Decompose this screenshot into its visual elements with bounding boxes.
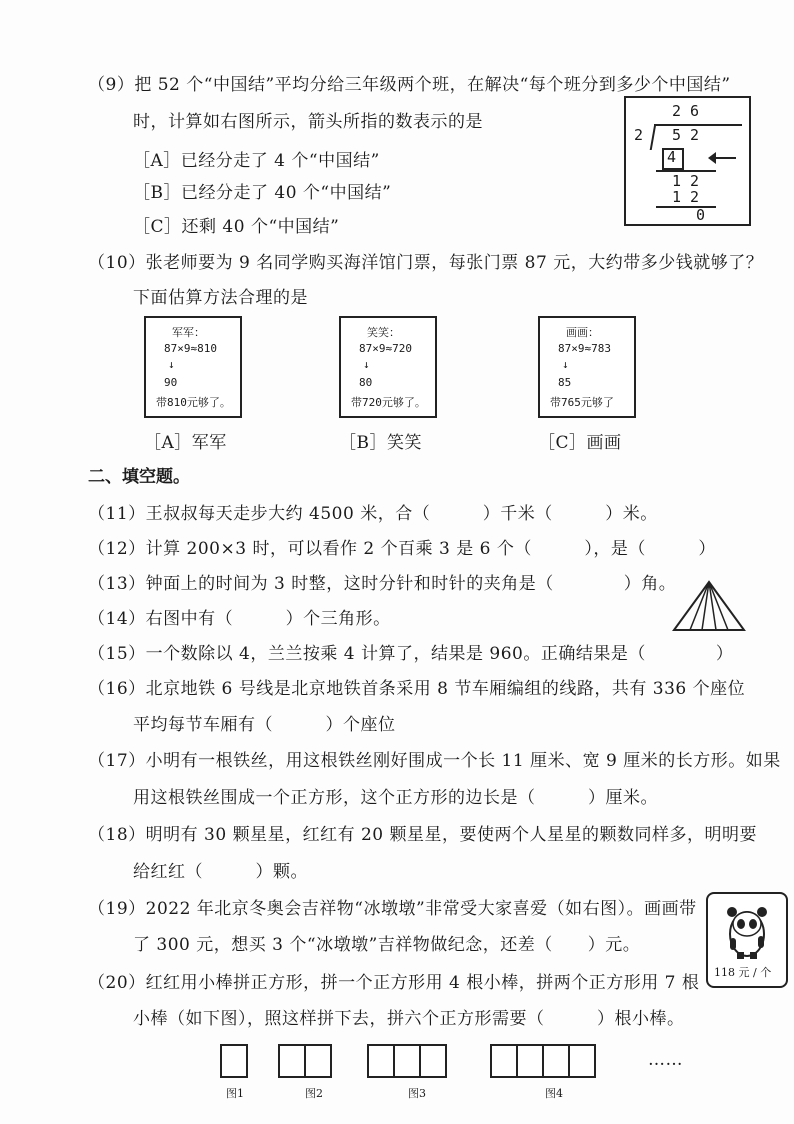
q9-line2: 时，计算如右图所示，箭头所指的数表示的是 xyxy=(133,112,483,132)
q17-line1: （17）小明有一根铁丝，用这根铁丝刚好围成一个长 11 厘米、宽 9 厘米的长方形。如果 xyxy=(88,751,781,771)
card-huahua xyxy=(538,316,636,418)
fig-label-2: 图2 xyxy=(305,1087,323,1100)
q9-line1: （9）把 52 个“中国结”平均分给三年级两个班，在解决“每个班分到多少个中国结” xyxy=(88,75,731,95)
arrow-head-icon xyxy=(708,152,716,164)
divisor: 2 xyxy=(634,126,644,144)
dividend: 5 2 xyxy=(672,126,700,144)
card-estimate: 80 xyxy=(359,376,373,389)
q12: （12）计算 200×3 时，可以看作 2 个百乘 3 是 6 个（ ），是（ ） xyxy=(88,539,716,559)
q9-option-c[interactable]: ［C］还剩 40 个“中国结” xyxy=(133,217,340,237)
q13: （13）钟面上的时间为 3 时整，这时分针和时针的夹角是（ ）角。 xyxy=(88,574,677,594)
card-estimate: 85 xyxy=(558,376,572,389)
section-title: 二、填空题。 xyxy=(88,467,190,487)
division-bracket xyxy=(650,124,657,150)
line-2 xyxy=(656,206,716,208)
card-junjun xyxy=(144,316,242,418)
q15: （15）一个数除以 4，兰兰按乘 4 计算了，结果是 960。正确结果是（ ） xyxy=(88,644,734,664)
q16-line2: 平均每节车厢有（ ）个座位 xyxy=(133,715,396,735)
q14: （14）右图中有（ ）个三角形。 xyxy=(88,609,391,629)
q18-line1: （18）明明有 30 颗星星，红红有 20 颗星星，要使两个人星星的颗数同样多，明明要 xyxy=(88,825,758,845)
card-name: 军军： xyxy=(172,326,205,339)
ellipsis: …… xyxy=(648,1050,683,1070)
q20-line1: （20）红红用小棒拼正方形，拼一个正方形用 4 根小棒，拼两个正方形用 7 根 xyxy=(88,973,700,993)
q18-line2: 给红红（ ）颗。 xyxy=(133,862,308,882)
fig-label-1: 图1 xyxy=(226,1087,244,1100)
remainder: 1 2 xyxy=(672,172,700,190)
long-division-figure xyxy=(624,96,751,226)
card-result: 带720元够了。 xyxy=(351,396,426,409)
card-result: 带810元够了。 xyxy=(156,396,231,409)
card-result: 带765元够了 xyxy=(550,396,614,409)
subtract-1: 4 xyxy=(667,148,677,166)
fig-label-3: 图3 xyxy=(408,1087,426,1100)
card-calc: 87×9≈810 xyxy=(164,342,217,355)
triangle-figure xyxy=(672,580,746,632)
price-label: 118 元 / 个 xyxy=(714,966,772,979)
q19-line2: 了 300 元，想买 3 个“冰墩墩”吉祥物做纪念，还差（ ）元。 xyxy=(133,935,641,955)
fig-label-4: 图4 xyxy=(545,1087,563,1100)
card-name: 画画： xyxy=(566,326,599,339)
q20-line2: 小棒（如下图），照这样拼下去，拼六个正方形需要（ ）根小棒。 xyxy=(133,1009,685,1029)
down-arrow-icon: ↓ xyxy=(168,358,175,371)
down-arrow-icon: ↓ xyxy=(562,358,569,371)
subtract-2: 1 2 xyxy=(672,188,700,206)
q9-option-a[interactable]: ［A］已经分走了 4 个“中国结” xyxy=(133,151,380,171)
quotient: 2 6 xyxy=(672,102,700,120)
card-calc: 87×9≈783 xyxy=(558,342,611,355)
q17-line2: 用这根铁丝围成一个正方形，这个正方形的边长是（ ）厘米。 xyxy=(133,788,658,808)
mascot-card xyxy=(706,892,788,988)
card-xiaoxiao xyxy=(339,316,437,418)
q9-option-b[interactable]: ［B］已经分走了 40 个“中国结” xyxy=(133,183,392,203)
final-zero: 0 xyxy=(696,206,706,224)
q10-option-c[interactable]: ［C］画画 xyxy=(538,433,622,453)
card-calc: 87×9≈720 xyxy=(359,342,412,355)
card-name: 笑笑： xyxy=(367,326,400,339)
q10-option-a[interactable]: ［A］军军 xyxy=(144,433,227,453)
down-arrow-icon: ↓ xyxy=(363,358,370,371)
q10-line1: （10）张老师要为 9 名同学购买海洋馆门票，每张门票 87 元，大约带多少钱就够了？ xyxy=(88,253,764,273)
bing-dwen-dwen-icon xyxy=(722,900,772,960)
q16-line1: （16）北京地铁 6 号线是北京地铁首条采用 8 节车厢编组的线路，共有 336 个座位 xyxy=(88,679,746,699)
q10-option-b[interactable]: ［B］笑笑 xyxy=(339,433,422,453)
q19-line1: （19）2022 年北京冬奥会吉祥物“冰墩墩”非常受大家喜爱（如右图）。画画带 xyxy=(88,899,697,919)
q11: （11）王叔叔每天走步大约 4500 米，合（ ）千米（ ）米。 xyxy=(88,504,658,524)
q10-line2: 下面估算方法合理的是 xyxy=(133,288,308,308)
card-estimate: 90 xyxy=(164,376,178,389)
